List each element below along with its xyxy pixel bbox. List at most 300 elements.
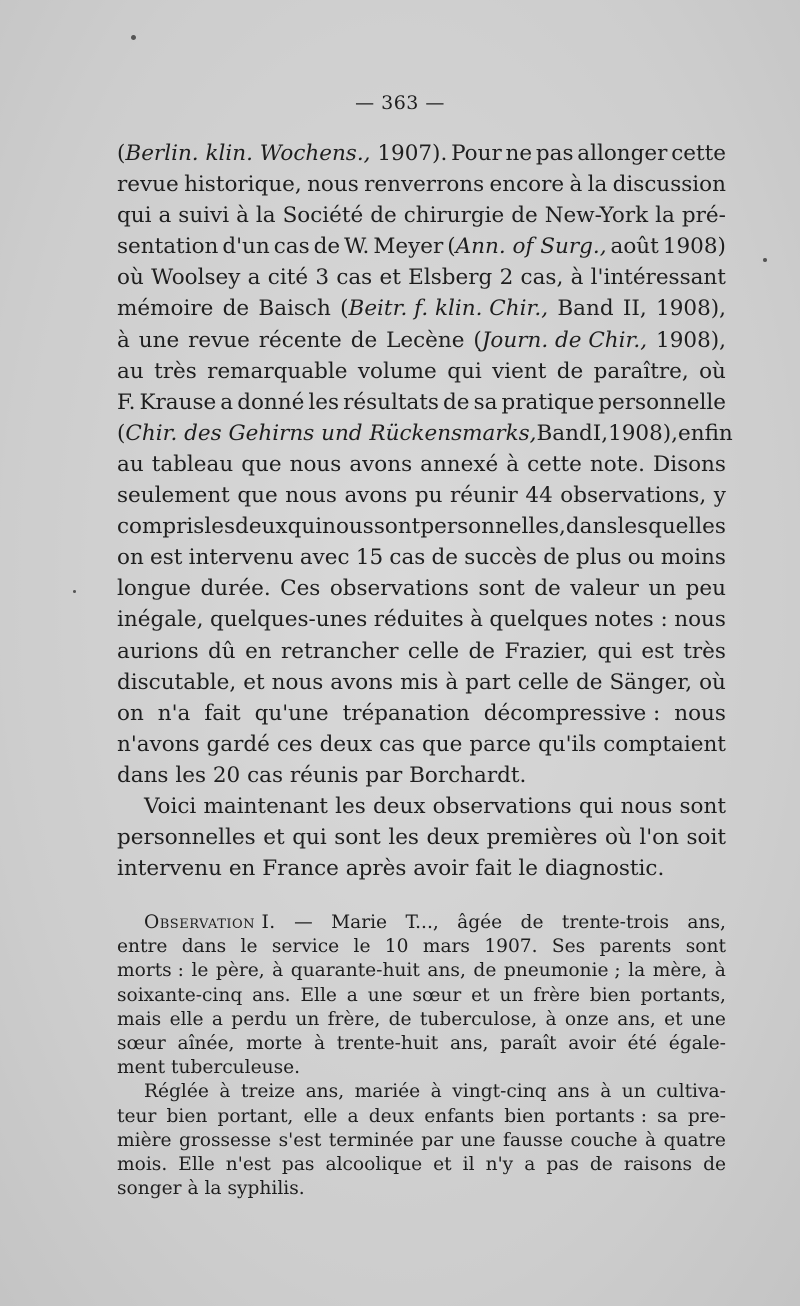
word: morts : bbox=[117, 960, 184, 982]
text-line bbox=[117, 293, 726, 324]
word: père, bbox=[215, 960, 265, 982]
word: à bbox=[570, 265, 584, 291]
word: été bbox=[627, 1033, 658, 1055]
word: a bbox=[347, 1105, 359, 1127]
word: elle bbox=[303, 1105, 338, 1127]
ink-speck bbox=[73, 590, 76, 593]
word: cas bbox=[389, 545, 426, 571]
text-line bbox=[117, 449, 726, 480]
word: bien bbox=[504, 1105, 546, 1127]
text-line bbox=[117, 760, 726, 791]
word: de bbox=[543, 545, 570, 571]
word: premières bbox=[486, 825, 598, 851]
word: les bbox=[308, 389, 340, 415]
word: celle bbox=[407, 638, 460, 664]
word: revue bbox=[117, 172, 179, 198]
word: quelques-unes bbox=[209, 607, 368, 633]
word: soit bbox=[686, 825, 726, 851]
text-line bbox=[117, 169, 726, 200]
word: fausse bbox=[503, 1129, 564, 1151]
word: âgée bbox=[457, 912, 503, 933]
word: à bbox=[117, 327, 130, 353]
word: à bbox=[569, 172, 583, 198]
word: allonger bbox=[577, 141, 668, 166]
text-line bbox=[117, 935, 726, 959]
word: volume bbox=[357, 358, 437, 384]
text-line bbox=[117, 1129, 726, 1153]
word: égale- bbox=[668, 1033, 726, 1055]
word: a bbox=[220, 389, 234, 415]
word: couche bbox=[570, 1129, 638, 1151]
word: avoir bbox=[413, 856, 469, 882]
word: Elsberg bbox=[408, 265, 493, 291]
text-line bbox=[117, 542, 726, 573]
word: que bbox=[237, 483, 278, 509]
word: à bbox=[430, 1081, 442, 1103]
word: 1907. bbox=[484, 936, 538, 958]
word: retrancher bbox=[281, 638, 399, 664]
word: Elle bbox=[300, 984, 337, 1006]
word: paraître, bbox=[593, 358, 689, 384]
word: où bbox=[604, 825, 632, 851]
word: personnelle bbox=[598, 389, 726, 415]
word: bien bbox=[166, 1105, 208, 1127]
text-line bbox=[117, 138, 726, 169]
word: quarante-huit bbox=[290, 960, 420, 982]
word: ans, bbox=[617, 1008, 656, 1030]
word: sa bbox=[473, 389, 498, 415]
word: ans. bbox=[252, 984, 291, 1006]
word: service bbox=[271, 936, 340, 958]
word: qui bbox=[117, 203, 152, 229]
word: les bbox=[204, 514, 236, 540]
word: n'y bbox=[485, 1154, 514, 1176]
word: (Chir. des Gehirns und Rückensmarks, bbox=[117, 420, 537, 446]
word: elle bbox=[169, 1008, 204, 1030]
word: enfin bbox=[678, 420, 733, 446]
word: à bbox=[600, 1081, 612, 1103]
word: à bbox=[445, 669, 459, 695]
word: Sänger, bbox=[609, 669, 693, 695]
word: mais bbox=[117, 1008, 162, 1030]
word: note. bbox=[589, 451, 645, 477]
word: quatre bbox=[663, 1129, 726, 1151]
word: et bbox=[243, 669, 265, 695]
word: Ces bbox=[280, 576, 321, 602]
word: de bbox=[556, 358, 584, 384]
word: peu bbox=[685, 576, 726, 602]
word: pas bbox=[535, 141, 574, 166]
word: ans bbox=[557, 1081, 590, 1103]
word: Voici bbox=[144, 793, 197, 819]
word: a bbox=[247, 265, 261, 291]
word: (Berlin. klin. Wochens., 1907). bbox=[117, 141, 448, 166]
word: valeur bbox=[570, 576, 639, 602]
page-number: — 363 — bbox=[355, 92, 445, 114]
word: réduites bbox=[373, 607, 464, 633]
word: vient bbox=[492, 358, 547, 384]
word: tuberculeuse. bbox=[171, 1057, 301, 1079]
word: à bbox=[506, 451, 520, 477]
text-line bbox=[117, 573, 726, 604]
word: songer bbox=[117, 1178, 182, 1200]
word: chirurgie bbox=[403, 203, 505, 229]
word: avoir bbox=[568, 1033, 616, 1055]
word: fait bbox=[204, 700, 241, 726]
word: bien bbox=[589, 984, 631, 1006]
word: remarquable bbox=[207, 358, 348, 384]
text-line bbox=[117, 356, 726, 387]
word: treize bbox=[240, 1081, 296, 1103]
word: nous bbox=[322, 514, 374, 540]
word: au bbox=[117, 451, 144, 477]
word: parents bbox=[599, 936, 672, 958]
word: 44 bbox=[525, 483, 553, 509]
text-line bbox=[117, 791, 726, 822]
word: deux bbox=[368, 1105, 415, 1127]
word: pre- bbox=[687, 1105, 726, 1127]
word: longue bbox=[117, 576, 192, 602]
word: avons bbox=[330, 669, 394, 695]
word: onze bbox=[564, 1008, 609, 1030]
text-line bbox=[117, 1032, 726, 1056]
word: avons bbox=[344, 483, 408, 509]
word: historique, bbox=[184, 172, 302, 198]
word: teur bbox=[117, 1105, 157, 1127]
word: sont bbox=[685, 936, 726, 958]
word: mars bbox=[422, 936, 470, 958]
word: de bbox=[520, 912, 544, 933]
text-line bbox=[117, 604, 726, 635]
word: annexé bbox=[420, 451, 499, 477]
word: Société bbox=[282, 203, 364, 229]
word: nous bbox=[674, 607, 726, 633]
word: que bbox=[241, 451, 282, 477]
word: cas, bbox=[520, 265, 564, 291]
word: à bbox=[272, 960, 284, 982]
word: on bbox=[117, 545, 144, 571]
word: entre bbox=[117, 936, 168, 958]
word: à bbox=[714, 960, 726, 982]
word: de bbox=[473, 960, 497, 982]
word: seulement bbox=[117, 483, 230, 509]
word: diagnostic. bbox=[544, 856, 665, 882]
word: Woolsey bbox=[151, 265, 241, 291]
word: réunis bbox=[289, 762, 359, 788]
word: un bbox=[295, 1008, 320, 1030]
word: pneumonie ; bbox=[503, 960, 621, 982]
word: de bbox=[370, 203, 397, 229]
word: par bbox=[365, 762, 403, 788]
text-line bbox=[117, 959, 726, 983]
word: nous bbox=[674, 700, 726, 726]
word: nous bbox=[271, 669, 324, 695]
word: ans, bbox=[427, 960, 466, 982]
word: cas bbox=[336, 265, 373, 291]
word: Lecène bbox=[386, 327, 465, 353]
word: F. bbox=[117, 389, 136, 415]
word: y bbox=[713, 483, 726, 509]
word: cas bbox=[379, 731, 416, 757]
word: renverrons bbox=[364, 172, 485, 198]
word: succès bbox=[464, 545, 538, 571]
word: Frazier, bbox=[504, 638, 589, 664]
word: pré- bbox=[681, 203, 726, 229]
word: 1908), bbox=[656, 327, 726, 353]
word: dans bbox=[181, 936, 227, 958]
word: l'intéressant bbox=[590, 265, 726, 291]
text-line bbox=[117, 1080, 726, 1104]
word: mariée bbox=[354, 1081, 421, 1103]
word: un bbox=[499, 984, 524, 1006]
word: ans, bbox=[687, 912, 726, 933]
word: récente bbox=[258, 327, 342, 353]
word: 1908) bbox=[662, 234, 726, 260]
word: cas bbox=[273, 234, 310, 260]
word: maintenant bbox=[203, 793, 328, 819]
word: ment bbox=[117, 1057, 166, 1079]
word: Réglée bbox=[144, 1081, 209, 1103]
word: frère bbox=[533, 984, 580, 1006]
word: discussion bbox=[612, 172, 726, 198]
word: (Ann. of Surg., bbox=[447, 234, 607, 260]
word: trente-huit bbox=[336, 1033, 439, 1055]
word: notes : bbox=[594, 607, 668, 633]
word: enfants bbox=[424, 1105, 495, 1127]
word: un bbox=[648, 576, 677, 602]
text-line bbox=[117, 984, 726, 1008]
word: résultats bbox=[343, 389, 439, 415]
word: New-York bbox=[544, 203, 649, 229]
word: sont bbox=[478, 576, 525, 602]
word: ans, bbox=[305, 1081, 345, 1103]
text-line bbox=[117, 636, 726, 667]
word: et bbox=[263, 825, 285, 851]
word: plus bbox=[575, 545, 622, 571]
word: syphilis. bbox=[227, 1178, 305, 1200]
word: le bbox=[191, 960, 209, 982]
word: deux bbox=[235, 514, 288, 540]
text-line bbox=[117, 387, 726, 418]
text-line bbox=[117, 853, 726, 884]
word: de bbox=[350, 327, 378, 353]
word: de bbox=[703, 1154, 726, 1176]
word: alcoolique bbox=[325, 1154, 423, 1176]
word: qu'une bbox=[254, 700, 329, 726]
word: fait bbox=[475, 856, 512, 882]
word: deux bbox=[319, 731, 373, 757]
word: Band bbox=[536, 420, 593, 446]
word: les bbox=[388, 825, 419, 851]
word: 1908), bbox=[608, 420, 679, 446]
observation-heading: Observation I. bbox=[144, 912, 276, 933]
word: que bbox=[422, 731, 463, 757]
word: la bbox=[655, 203, 675, 229]
word: 1908), bbox=[656, 296, 726, 322]
text-line bbox=[117, 822, 726, 853]
word: trépanation bbox=[342, 700, 470, 726]
word: mémoire bbox=[117, 296, 214, 322]
word: moins bbox=[660, 545, 726, 571]
word: Disons bbox=[652, 451, 726, 477]
word: l'on bbox=[639, 825, 679, 851]
word: tableau bbox=[151, 451, 234, 477]
word: dû bbox=[208, 638, 236, 664]
word: de bbox=[222, 296, 250, 322]
word: T..., bbox=[405, 912, 439, 933]
word: deux bbox=[373, 793, 426, 819]
word: I, bbox=[592, 420, 609, 446]
word: de bbox=[511, 203, 538, 229]
word: qui bbox=[292, 825, 327, 851]
word: un bbox=[621, 1081, 646, 1103]
word: cas bbox=[247, 762, 283, 788]
word: portant, bbox=[217, 1105, 294, 1127]
word: et bbox=[379, 265, 401, 291]
word: personnelles, bbox=[420, 514, 566, 540]
word: n'a bbox=[157, 700, 191, 726]
word: Borchardt. bbox=[409, 762, 527, 788]
word: les bbox=[335, 793, 366, 819]
word: le bbox=[518, 856, 538, 882]
word: compris bbox=[117, 514, 205, 540]
word: lesquelles bbox=[617, 514, 726, 540]
word: de bbox=[313, 234, 341, 260]
text-line bbox=[117, 418, 733, 449]
word: une bbox=[690, 1008, 726, 1030]
word: qui bbox=[287, 514, 323, 540]
word: Elle bbox=[178, 1154, 215, 1176]
word: sont bbox=[373, 514, 421, 540]
word: Band bbox=[557, 296, 614, 322]
word: 3 bbox=[315, 265, 330, 291]
word: nous bbox=[620, 793, 673, 819]
word: revue bbox=[188, 327, 250, 353]
word: mois. bbox=[117, 1154, 168, 1176]
word: Krause bbox=[139, 389, 217, 415]
word: ans, bbox=[449, 1033, 489, 1055]
word: et bbox=[433, 1154, 452, 1176]
word: intervenu bbox=[117, 856, 222, 882]
word: discutable, bbox=[117, 669, 237, 695]
word: nous bbox=[307, 172, 359, 198]
text-line bbox=[117, 480, 726, 511]
word: France bbox=[262, 856, 339, 882]
word: très bbox=[683, 638, 726, 664]
word: où bbox=[117, 265, 144, 291]
word: observations, bbox=[560, 483, 707, 509]
word: Ses bbox=[551, 936, 586, 958]
word: est bbox=[150, 545, 183, 571]
word: a bbox=[211, 1008, 223, 1030]
word: portants, bbox=[640, 984, 726, 1006]
word: gardé bbox=[206, 731, 270, 757]
word: et bbox=[471, 984, 490, 1006]
text-line bbox=[117, 231, 726, 262]
word: avec bbox=[299, 545, 350, 571]
word: durée. bbox=[200, 576, 271, 602]
word: inégale, bbox=[117, 607, 204, 633]
word: n'avons bbox=[117, 731, 200, 757]
word: 2 bbox=[499, 265, 514, 291]
word: quelques bbox=[489, 607, 588, 633]
word: mis bbox=[400, 669, 439, 695]
word: mère, bbox=[652, 960, 708, 982]
word: frère, bbox=[327, 1008, 381, 1030]
word: donné bbox=[237, 389, 305, 415]
text-line bbox=[117, 1008, 726, 1032]
word: 20 bbox=[212, 762, 241, 788]
word: ou bbox=[627, 545, 655, 571]
observation-section bbox=[117, 911, 726, 1201]
word: grossesse bbox=[178, 1129, 272, 1151]
word: la bbox=[628, 960, 646, 982]
word: pu bbox=[414, 483, 443, 509]
word: en bbox=[245, 638, 272, 664]
word: ne bbox=[505, 141, 533, 166]
word: décompressive : bbox=[483, 700, 661, 726]
word: qui bbox=[447, 358, 482, 384]
word: aurions bbox=[117, 638, 199, 664]
word: à bbox=[219, 1081, 231, 1103]
word: pratique bbox=[501, 389, 595, 415]
word: comptaient bbox=[603, 731, 726, 757]
word: 10 bbox=[384, 936, 409, 958]
text-line bbox=[117, 1056, 726, 1080]
word: cette bbox=[671, 141, 726, 166]
word: Marie bbox=[331, 912, 388, 933]
text-line bbox=[117, 1153, 726, 1177]
word: la bbox=[587, 172, 608, 198]
ink-speck bbox=[763, 258, 767, 262]
word: qui bbox=[597, 638, 633, 664]
word: sa bbox=[657, 1105, 678, 1127]
word: très bbox=[154, 358, 197, 384]
word: à bbox=[645, 1129, 657, 1151]
word: Pour bbox=[451, 141, 502, 166]
word: W. bbox=[344, 234, 370, 260]
word: part bbox=[465, 669, 511, 695]
word: (Journ. de Chir., bbox=[473, 327, 648, 353]
word: où bbox=[699, 669, 726, 695]
word: à bbox=[470, 607, 483, 633]
word: sœur bbox=[117, 1033, 166, 1055]
word: celle bbox=[517, 669, 569, 695]
word: par bbox=[421, 1129, 454, 1151]
word: cité bbox=[267, 265, 309, 291]
text-line bbox=[117, 511, 726, 542]
word: qu'ils bbox=[537, 731, 597, 757]
word: n'est bbox=[225, 1154, 271, 1176]
word: morte bbox=[246, 1033, 303, 1055]
word: à bbox=[314, 1033, 326, 1055]
text-line bbox=[117, 911, 726, 935]
word: on bbox=[117, 700, 144, 726]
word: vingt-cinq bbox=[452, 1081, 547, 1103]
word: de bbox=[431, 545, 459, 571]
word: à bbox=[236, 203, 249, 229]
word: Baisch bbox=[258, 296, 331, 322]
word: de bbox=[468, 638, 496, 664]
word: perdu bbox=[231, 1008, 287, 1030]
word: soixante-cinq bbox=[117, 984, 243, 1006]
word: sœur bbox=[412, 984, 462, 1006]
word: de bbox=[443, 389, 470, 415]
word: ces bbox=[276, 731, 313, 757]
word: portants : bbox=[555, 1105, 647, 1127]
word: à bbox=[545, 1008, 557, 1030]
word: qui bbox=[578, 793, 614, 819]
